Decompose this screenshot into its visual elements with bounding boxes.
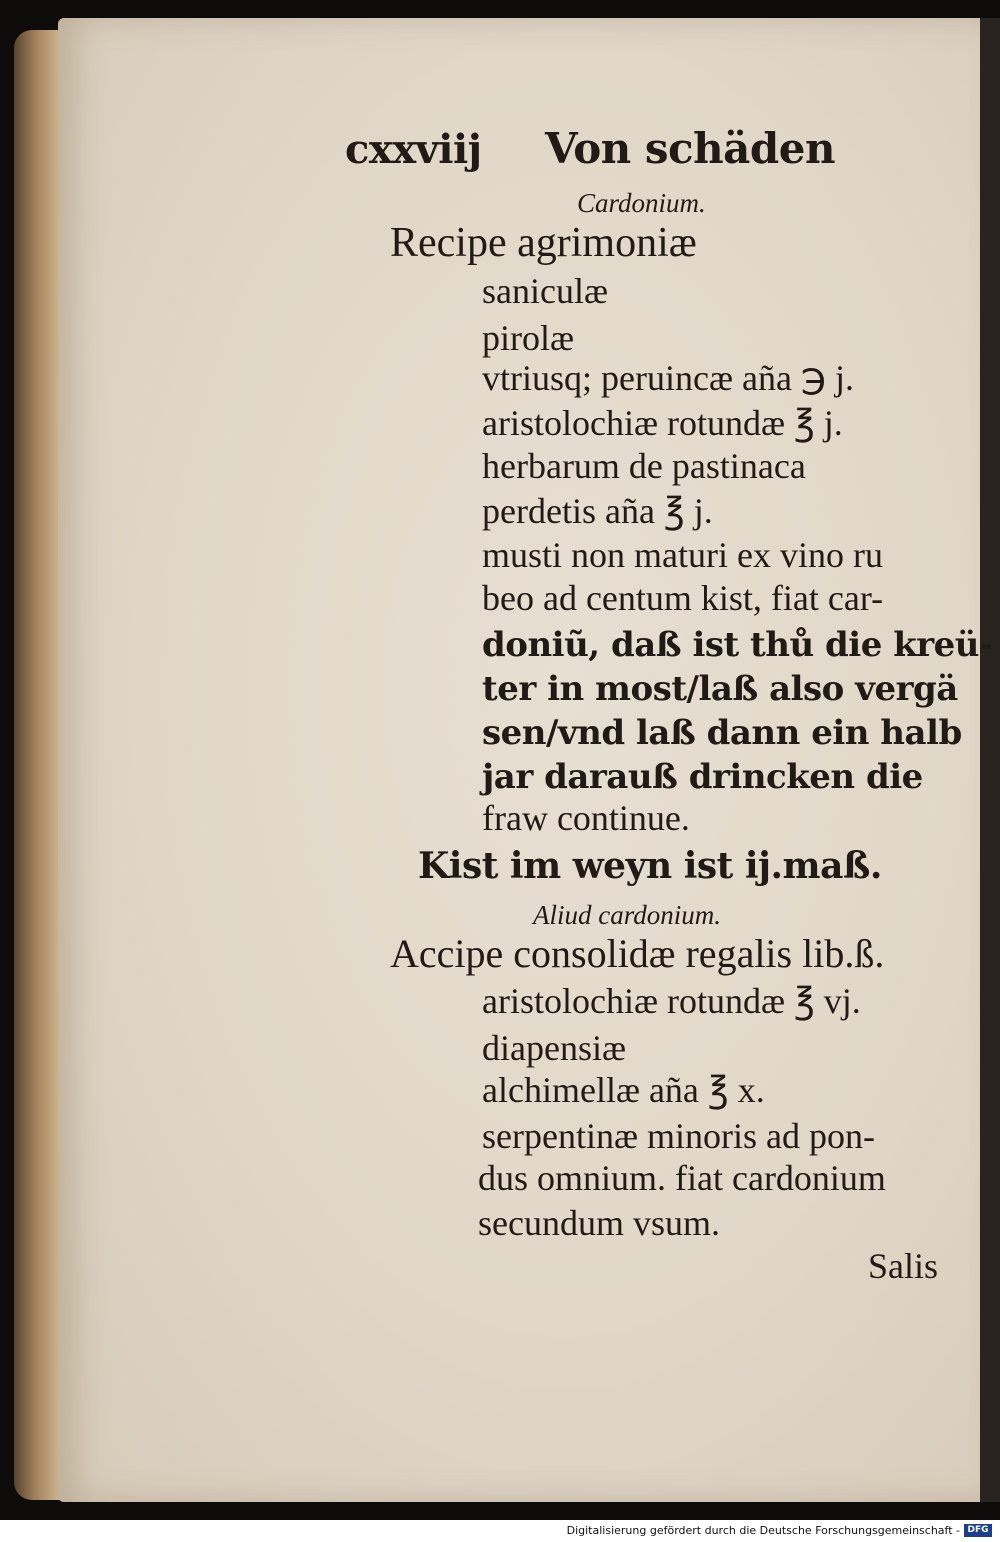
recipe-line: perdetis aña ℥ j. <box>482 491 713 531</box>
recipe-line: alchimellæ aña ℥ x. <box>482 1070 765 1110</box>
recipe-line: doniũ, daß ist thů die kreü- <box>482 625 993 665</box>
catchword: Salis <box>868 1246 939 1286</box>
recipe-line: jar darauß drincken die <box>482 757 923 797</box>
recipe-line: vtriusq; peruincæ aña ℈ j. <box>482 358 855 398</box>
dfg-logo: DFG <box>964 1524 992 1537</box>
recipe-line: serpentinæ minoris ad pon- <box>482 1116 875 1156</box>
funding-credit: Digitalisierung gefördert durch die Deutsche Forschungsgemeinschaft - <box>566 1524 960 1537</box>
recipe-line: herbarum de pastinaca <box>482 446 806 486</box>
recipe-line: saniculæ <box>482 271 608 311</box>
recipe-line: pirolæ <box>482 318 575 358</box>
recipe-line: sen/vnd laß dann ein halb <box>482 713 962 753</box>
recipe-line: beo ad centum kist, fiat car- <box>482 578 884 618</box>
running-title: Von schäden <box>545 124 835 173</box>
recipe-line: aristolochiæ rotundæ ℥ j. <box>482 403 843 443</box>
recipe-line: secundum vsum. <box>478 1203 720 1243</box>
section-heading-aliud-cardonium: Aliud cardonium. <box>533 900 721 930</box>
recipe-line: dus omnium. fiat cardonium <box>478 1158 886 1198</box>
folio-number: cxxviij <box>345 126 482 173</box>
recipe-line: Accipe consolidæ regalis lib.ß. <box>390 931 885 976</box>
section-heading-cardonium: Cardonium. <box>577 188 706 218</box>
recipe-line: Recipe agrimoniæ <box>390 220 697 266</box>
recipe-line: ter in most/laß also vergä <box>482 669 958 709</box>
recipe-line: fraw continue. <box>482 798 690 838</box>
page-right-edge <box>980 18 1000 1502</box>
recipe-line: diapensiæ <box>482 1028 626 1068</box>
recipe-line: musti non maturi ex vino ru <box>482 535 883 575</box>
recipe-line: aristolochiæ rotundæ ℥ vj. <box>482 981 861 1021</box>
recipe-line: Kist im weyn ist ij.maß. <box>418 845 882 887</box>
